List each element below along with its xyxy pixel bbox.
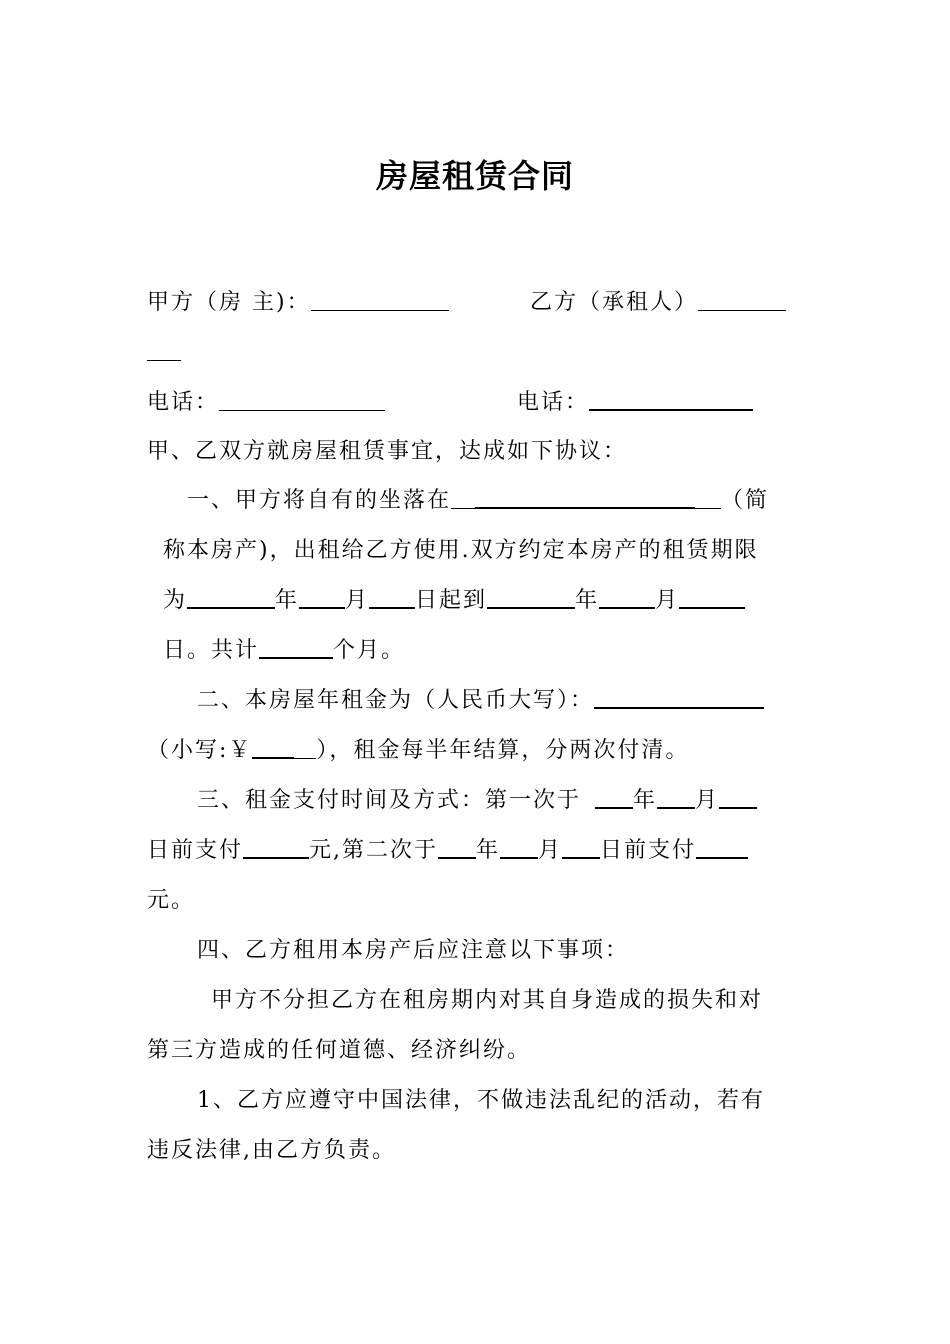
address-blank-thin-end — [695, 490, 721, 509]
phone-a-blank — [219, 392, 385, 411]
phone-b-blank — [589, 391, 753, 411]
lease-term-prefix: 为 — [163, 588, 188, 613]
party-b-name-blank-continued — [147, 342, 181, 361]
phone-a-line — [147, 388, 385, 418]
clause-4-item-1-line-2: 违反法律,由乙方负责。 — [147, 1138, 396, 1163]
payment-schedule-text: ），租金每半年结算，分两次付清。 — [316, 738, 690, 763]
clause-4-para-line-1: 甲方不分担乙方在租房期内对其自身造成的损失和对 — [211, 988, 764, 1013]
clause-1-line-2: 称本房产)，出租给乙方使用.双方约定本房产的租赁期限 — [163, 538, 759, 563]
clause-1-text: 一、甲方将自有的坐落在 — [187, 488, 452, 513]
end-day-blank — [679, 589, 745, 609]
clause-3-line-1 — [197, 786, 757, 816]
clause-4-heading: 四、乙方租用本房产后应注意以下事项： — [197, 938, 630, 963]
clause-3-line-3: 元。 — [147, 888, 196, 913]
annual-rent-words-blank — [594, 689, 764, 709]
party-b-line — [530, 288, 786, 318]
start-day-blank — [369, 589, 415, 609]
second-payment-year-label: 年 — [476, 838, 501, 863]
clause-1-line-3 — [163, 586, 745, 616]
first-payment-day-blank — [719, 789, 757, 809]
first-payment-month-label: 月 — [695, 788, 720, 813]
clause-2-line-2 — [147, 736, 689, 766]
total-months-label: 个月。 — [333, 638, 406, 663]
total-months-blank — [259, 639, 333, 659]
first-payment-label: 日前支付 — [147, 838, 244, 863]
clause-2-line-1 — [197, 686, 764, 716]
annual-rent-figures-blank-thin — [294, 740, 316, 759]
annual-rent-figures-blank — [252, 739, 294, 759]
first-payment-year-label: 年 — [633, 788, 658, 813]
phone-b-label: 电话： — [517, 390, 590, 415]
second-payment-month-blank — [500, 839, 538, 859]
first-payment-amount-blank — [243, 839, 309, 859]
total-months-prefix: 日。共计 — [163, 638, 260, 663]
end-year-blank — [487, 589, 575, 609]
end-month-blank — [599, 589, 655, 609]
second-payment-day-blank — [562, 839, 600, 859]
phone-a-label: 电话： — [147, 390, 220, 415]
clause-4-item-1-line-1: 1、乙方应遵守中国法律，不做违法乱纪的活动，若有 — [197, 1088, 765, 1113]
end-month-label: 月 — [655, 588, 680, 613]
party-b-name-continuation — [147, 338, 181, 368]
clause-1-line-1 — [187, 486, 769, 516]
clause-1-text-end: （简 — [721, 488, 770, 513]
party-b-label: 乙方（承租人） — [530, 290, 699, 315]
party-b-name-blank — [698, 292, 786, 311]
second-payment-prefix: 日前支付 — [600, 838, 697, 863]
party-a-label: 甲方（房 主)： — [147, 290, 311, 315]
end-year-label: 年 — [575, 588, 600, 613]
second-payment-label: 元,第二次于 — [309, 838, 439, 863]
party-a-line — [147, 288, 449, 318]
phone-b-line — [517, 388, 753, 418]
annual-rent-figures-prefix: （小写:￥ — [147, 738, 253, 763]
party-a-name-blank — [311, 292, 449, 311]
second-payment-year-blank — [438, 839, 476, 859]
start-month-blank — [299, 589, 345, 609]
annual-rent-label: 二、本房屋年租金为（人民币大写）： — [197, 688, 595, 713]
clause-3-line-2 — [147, 836, 748, 866]
address-blank — [475, 489, 695, 509]
address-blank-thin — [451, 490, 475, 509]
start-day-label: 日起到 — [415, 588, 488, 613]
first-payment-month-blank — [657, 789, 695, 809]
document-title: 房屋租赁合同 — [375, 157, 574, 195]
start-month-label: 月 — [345, 588, 370, 613]
clause-1-line-4 — [163, 636, 405, 666]
payment-method-label: 三、租金支付时间及方式：第一次于 — [197, 788, 582, 813]
first-payment-year-blank — [595, 789, 633, 809]
agreement-intro: 甲、乙双方就房屋租赁事宜，达成如下协议： — [147, 439, 628, 464]
second-payment-month-label: 月 — [538, 838, 563, 863]
start-year-blank — [187, 589, 275, 609]
start-year-label: 年 — [275, 588, 300, 613]
second-payment-amount-blank — [696, 839, 748, 859]
clause-4-para-line-2: 第三方造成的任何道德、经济纠纷。 — [147, 1038, 532, 1063]
